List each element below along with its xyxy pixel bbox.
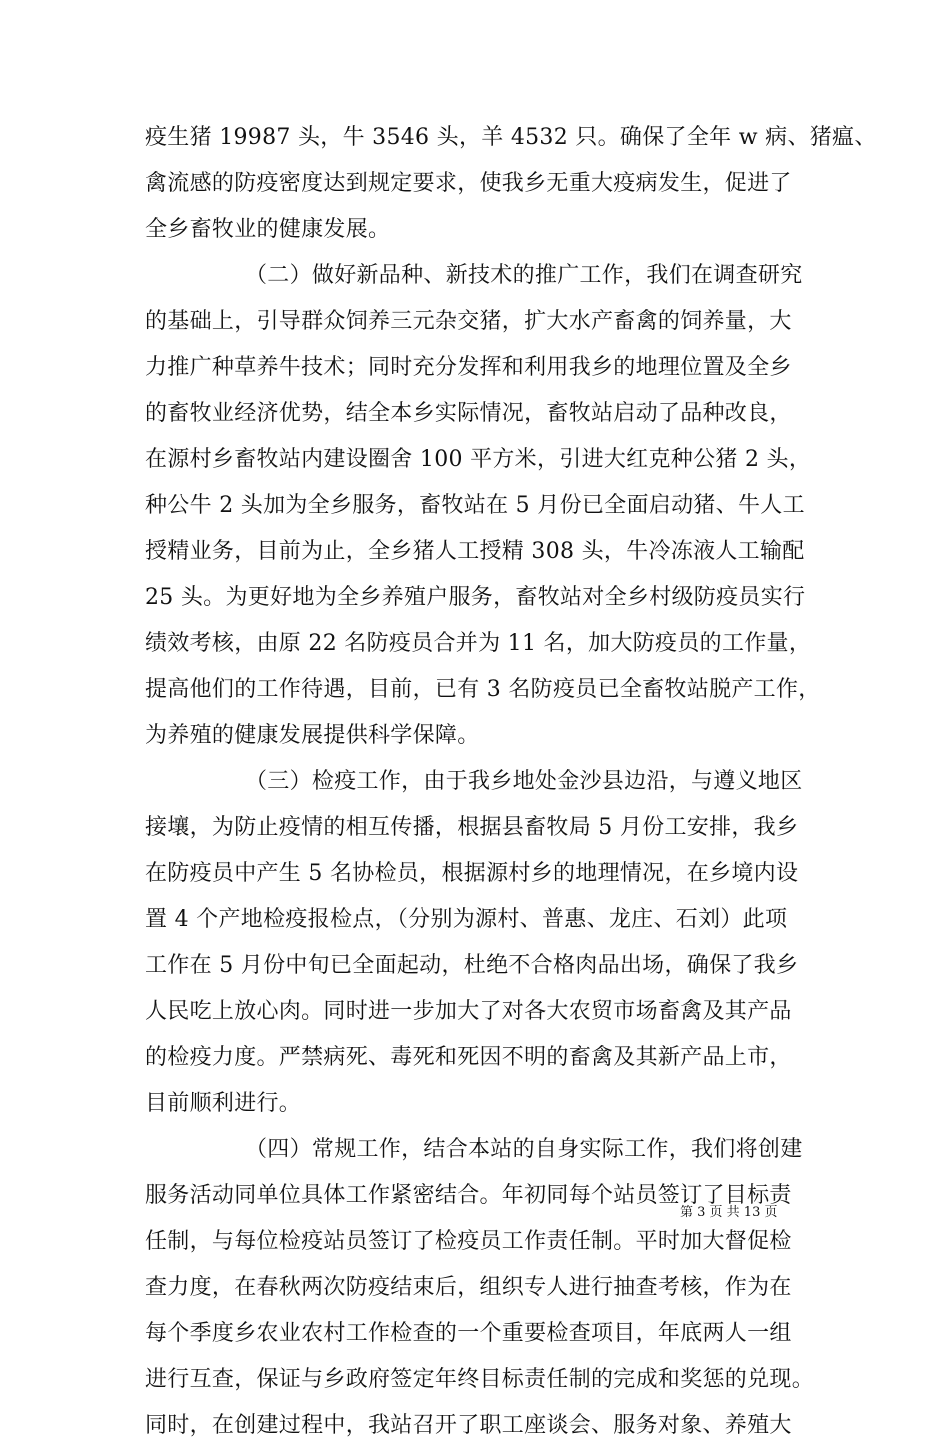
text-line: 在防疫员中产生 5 名协检员，根据源村乡的地理情况，在乡境内设 <box>145 861 799 886</box>
text-line: 服务活动同单位具体工作紧密结合。年初同每个站员签订了目标责 <box>145 1183 792 1208</box>
body-text <box>145 115 877 1449</box>
text-line: 授精业务，目前为止，全乡猪人工授精 308 头，牛冷冻液人工输配 <box>145 539 805 564</box>
text-line: 人民吃上放心肉。同时进一步加大了对各大农贸市场畜禽及其产品 <box>145 999 792 1024</box>
text-line: 工作在 5 月份中旬已全面起动，杜绝不合格肉品出场，确保了我乡 <box>145 953 799 978</box>
text-line: 接壤，为防止疫情的相互传播，根据县畜牧局 5 月份工安排，我乡 <box>145 815 799 840</box>
text-line: 同时，在创建过程中，我站召开了职工座谈会、服务对象、养殖大 <box>145 1413 792 1438</box>
text-line: 种公牛 2 头加为全乡服务，畜牧站在 5 月份已全面启动猪、牛人工 <box>145 493 805 518</box>
text-line: 为养殖的健康发展提供科学保障。 <box>145 723 480 748</box>
text-line: 绩效考核，由原 22 名防疫员合并为 11 名，加大防疫员的工作量， <box>145 631 812 656</box>
text-line: 进行互查，保证与乡政府签定年终目标责任制的完成和奖惩的兑现。 <box>145 1367 815 1392</box>
text-line: 的畜牧业经济优势，结全本乡实际情况，畜牧站启动了品种改良， <box>145 401 792 426</box>
text-line: 任制，与每位检疫站员签订了检疫员工作责任制。平时加大督促检 <box>145 1229 792 1254</box>
text-line: 目前顺利进行。 <box>145 1091 302 1116</box>
text-line: 25 头。为更好地为全乡养殖户服务，畜牧站对全乡村级防疫员实行 <box>145 585 806 610</box>
text-line: 查力度，在春秋两次防疫结束后，组织专人进行抽查考核，作为在 <box>145 1275 792 1300</box>
text-line: （三）检疫工作，由于我乡地处金沙县边沿，与遵义地区 <box>245 769 803 794</box>
text-line: 每个季度乡农业农村工作检查的一个重要检查项目，年底两人一组 <box>145 1321 792 1346</box>
text-line: 禽流感的防疫密度达到规定要求，使我乡无重大疫病发生，促进了 <box>145 171 792 196</box>
text-line: 疫生猪 19987 头，牛 3546 头，羊 4532 只。确保了全年 w 病、猪瘟、 <box>145 125 877 150</box>
text-line: 在源村乡畜牧站内建设圈舍 100 平方米，引进大红克种公猪 2 头， <box>145 447 812 472</box>
text-line: （四）常规工作，结合本站的自身实际工作，我们将创建 <box>245 1137 803 1162</box>
text-line: 的检疫力度。严禁病死、毒死和死因不明的畜禽及其新产品上市， <box>145 1045 792 1070</box>
text-line: 提高他们的工作待遇，目前，已有 3 名防疫员已全畜牧站脱产工作， <box>145 677 821 702</box>
text-line: （二）做好新品种、新技术的推广工作，我们在调查研究 <box>245 263 803 288</box>
page-number: 第 3 页 共 13 页 <box>680 1205 778 1220</box>
text-line: 的基础上，引导群众饲养三元杂交猪，扩大水产畜禽的饲养量，大 <box>145 309 792 334</box>
text-line: 全乡畜牧业的健康发展。 <box>145 217 391 242</box>
text-line: 力推广种草养牛技术；同时充分发挥和利用我乡的地理位置及全乡 <box>145 355 792 380</box>
text-line: 置 4 个产地检疫报检点，（分别为源村、普惠、龙庄、石刘）此项 <box>145 907 788 932</box>
